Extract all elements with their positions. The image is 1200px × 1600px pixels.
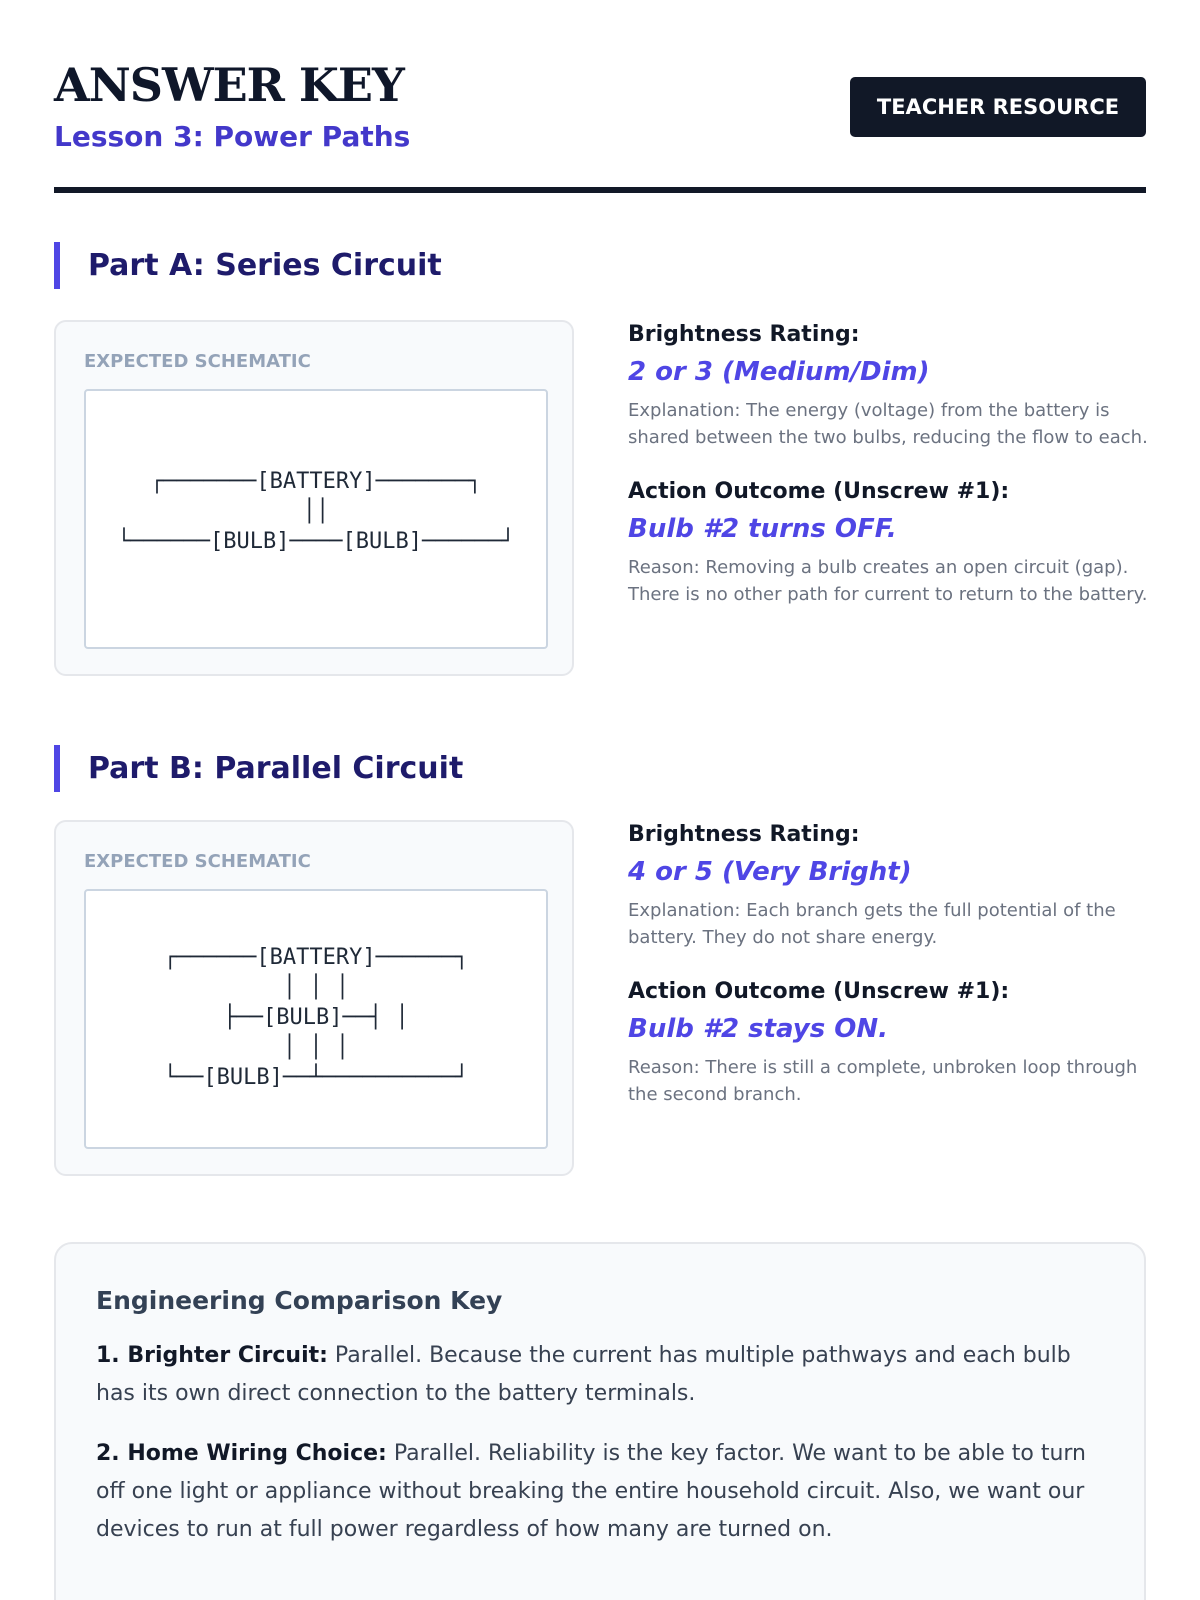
part-b-heading: Part B: Parallel Circuit bbox=[54, 745, 463, 792]
part-b-action-label: Action Outcome (Unscrew #1): bbox=[628, 979, 1010, 1004]
part-a-action-label: Action Outcome (Unscrew #1): bbox=[628, 479, 1010, 504]
part-b-schematic-label: EXPECTED SCHEMATIC bbox=[84, 851, 311, 872]
lesson-subtitle: Lesson 3: Power Paths bbox=[54, 120, 411, 153]
teacher-resource-badge: TEACHER RESOURCE bbox=[850, 77, 1146, 137]
header-divider bbox=[54, 187, 1146, 193]
page-header bbox=[54, 58, 1146, 193]
part-b-schematic-card bbox=[54, 820, 574, 1176]
part-b-action-answer: Bulb #2 stays ON. bbox=[628, 1014, 888, 1044]
comparison-item-text: Parallel. Reliability is the key factor. We want to be able to turn off one light or appliance without breaking the entire household circuit. Also, we want our devices to run at full power regardless of how many are turned on. bbox=[96, 1441, 1087, 1542]
comparison-item bbox=[96, 1337, 1104, 1413]
part-a-schematic-box bbox=[84, 389, 548, 649]
part-a-heading: Part A: Series Circuit bbox=[54, 242, 442, 289]
part-b-action-reason: Reason: There is still a complete, unbroken loop through the second branch. bbox=[628, 1057, 1138, 1105]
part-b-brightness-label: Brightness Rating: bbox=[628, 822, 860, 847]
comparison-item bbox=[96, 1435, 1104, 1549]
part-a-action-answer: Bulb #2 turns OFF. bbox=[628, 514, 897, 544]
comparison-item-lead: 1. Brighter Circuit: bbox=[96, 1343, 328, 1368]
part-a-action-reason: Reason: Removing a bulb creates an open circuit (gap). There is no other path for current to return to the battery. bbox=[628, 557, 1148, 605]
part-a-schematic-card bbox=[54, 320, 574, 676]
part-b-brightness-answer: 4 or 5 (Very Bright) bbox=[628, 857, 912, 887]
part-a-answers bbox=[628, 322, 1148, 608]
comparison-item-text: Parallel. Because the current has multiple pathways and each bulb has its own direct connection to the battery terminals. bbox=[96, 1343, 1071, 1406]
part-a-brightness-explanation: Explanation: The energy (voltage) from the battery is shared between the two bulbs, reducing the flow to each. bbox=[628, 400, 1148, 448]
part-a-brightness-answer: 2 or 3 (Medium/Dim) bbox=[628, 357, 930, 387]
page-title: ANSWER KEY bbox=[54, 58, 404, 112]
part-b-answers bbox=[628, 822, 1148, 1108]
part-a-brightness-label: Brightness Rating: bbox=[628, 322, 860, 347]
part-b-schematic-box bbox=[84, 889, 548, 1149]
comparison-key-card bbox=[54, 1242, 1146, 1600]
part-b-schematic-diagram: ┌──────[BATTERY]──────┐ │ │ │ ├──[BULB]──┤ │ │ │ │ └──[BULB]──┴──────────┘ bbox=[163, 945, 469, 1090]
comparison-item-lead: 2. Home Wiring Choice: bbox=[96, 1441, 387, 1466]
part-a-schematic-label: EXPECTED SCHEMATIC bbox=[84, 351, 311, 372]
comparison-key-title: Engineering Comparison Key bbox=[96, 1286, 503, 1315]
part-a-schematic-diagram: ┌───────[BATTERY]───────┐ ││ └──────[BULB]────[BULB]──────┘ bbox=[117, 469, 515, 554]
part-b-brightness-explanation: Explanation: Each branch gets the full potential of the battery. They do not share energy. bbox=[628, 900, 1116, 948]
